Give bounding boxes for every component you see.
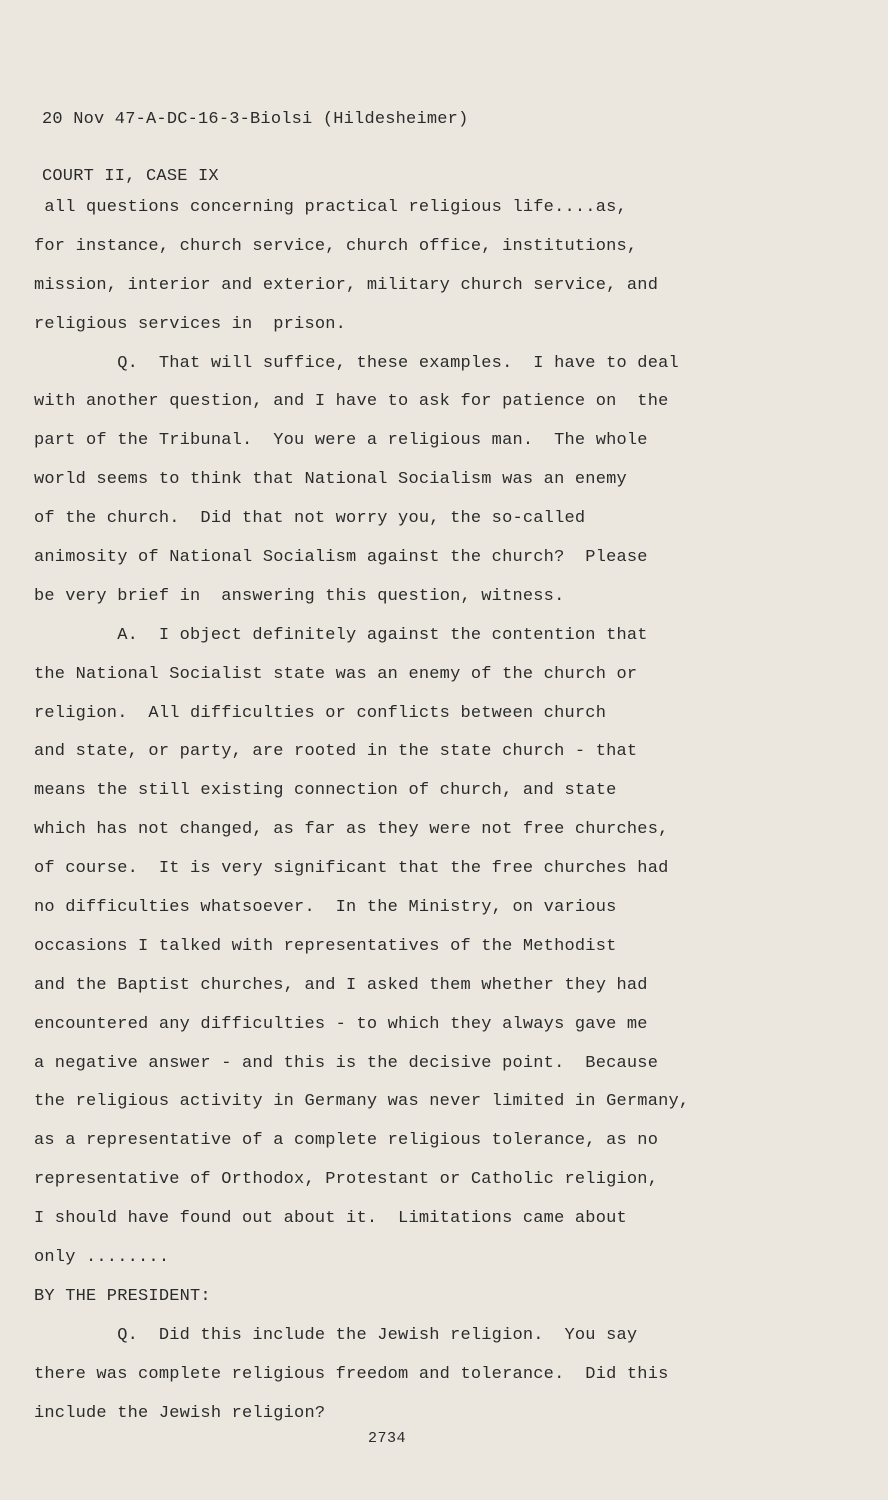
transcript-line: A. I object definitely against the contention that xyxy=(34,625,648,645)
transcript-line: part of the Tribunal. You were a religious man. The whole xyxy=(34,431,648,451)
header-case-reference: 20 Nov 47-A-DC-16-3-Biolsi (Hildesheimer) xyxy=(42,110,469,129)
transcript-line: with another question, and I have to ask for patience on the xyxy=(34,392,669,412)
speaker-heading: BY THE PRESIDENT: xyxy=(34,1286,211,1306)
transcript-line: all questions concerning practical religious life....as, xyxy=(34,198,627,217)
transcript-line: as a representative of a complete religious tolerance, as no xyxy=(34,1131,659,1151)
transcript-line: which has not changed, as far as they were not free churches, xyxy=(34,820,669,840)
transcript-line: and the Baptist churches, and I asked them whether they had xyxy=(34,975,648,995)
transcript-body xyxy=(34,189,794,1434)
transcript-line: I should have found out about it. Limitations came about xyxy=(34,1209,627,1229)
transcript-line: representative of Orthodox, Protestant or Catholic religion, xyxy=(34,1170,659,1190)
transcript-line: only ........ xyxy=(34,1248,170,1268)
transcript-line: religious services in prison. xyxy=(34,314,347,334)
transcript-line: animosity of National Socialism against the church? Please xyxy=(34,548,648,568)
transcript-line: there was complete religious freedom and tolerance. Did this xyxy=(34,1364,669,1384)
transcript-line: no difficulties whatsoever. In the Ministry, on various xyxy=(34,898,617,918)
transcript-line: encountered any difficulties - to which they always gave me xyxy=(34,1014,648,1034)
transcript-line: world seems to think that National Socialism was an enemy xyxy=(34,470,627,490)
transcript-line: Q. Did this include the Jewish religion. You say xyxy=(34,1325,638,1345)
transcript-line: mission, interior and exterior, military church service, and xyxy=(34,275,659,295)
transcript-line: the religious activity in Germany was never limited in Germany, xyxy=(34,1092,690,1112)
transcript-line: a negative answer - and this is the decisive point. Because xyxy=(34,1053,659,1073)
transcript-line: for instance, church service, church office, institutions, xyxy=(34,236,638,256)
page-number: 2734 xyxy=(368,1430,407,1447)
transcript-line: religion. All difficulties or conflicts between church xyxy=(34,703,607,723)
header-court-case: COURT II, CASE IX xyxy=(42,167,219,186)
transcript-line: be very brief in answering this question, witness. xyxy=(34,586,565,606)
transcript-line: include the Jewish religion? xyxy=(34,1403,326,1423)
transcript-line: the National Socialist state was an enemy of the church or xyxy=(34,664,638,684)
transcript-line: Q. That will suffice, these examples. I have to deal xyxy=(34,353,679,373)
transcript-line: means the still existing connection of church, and state xyxy=(34,781,617,801)
transcript-line: and state, or party, are rooted in the state church - that xyxy=(34,742,638,762)
transcript-line: of course. It is very significant that the free churches had xyxy=(34,859,669,879)
transcript-line: occasions I talked with representatives of the Methodist xyxy=(34,936,617,956)
transcript-line: of the church. Did that not worry you, the so-called xyxy=(34,509,586,529)
